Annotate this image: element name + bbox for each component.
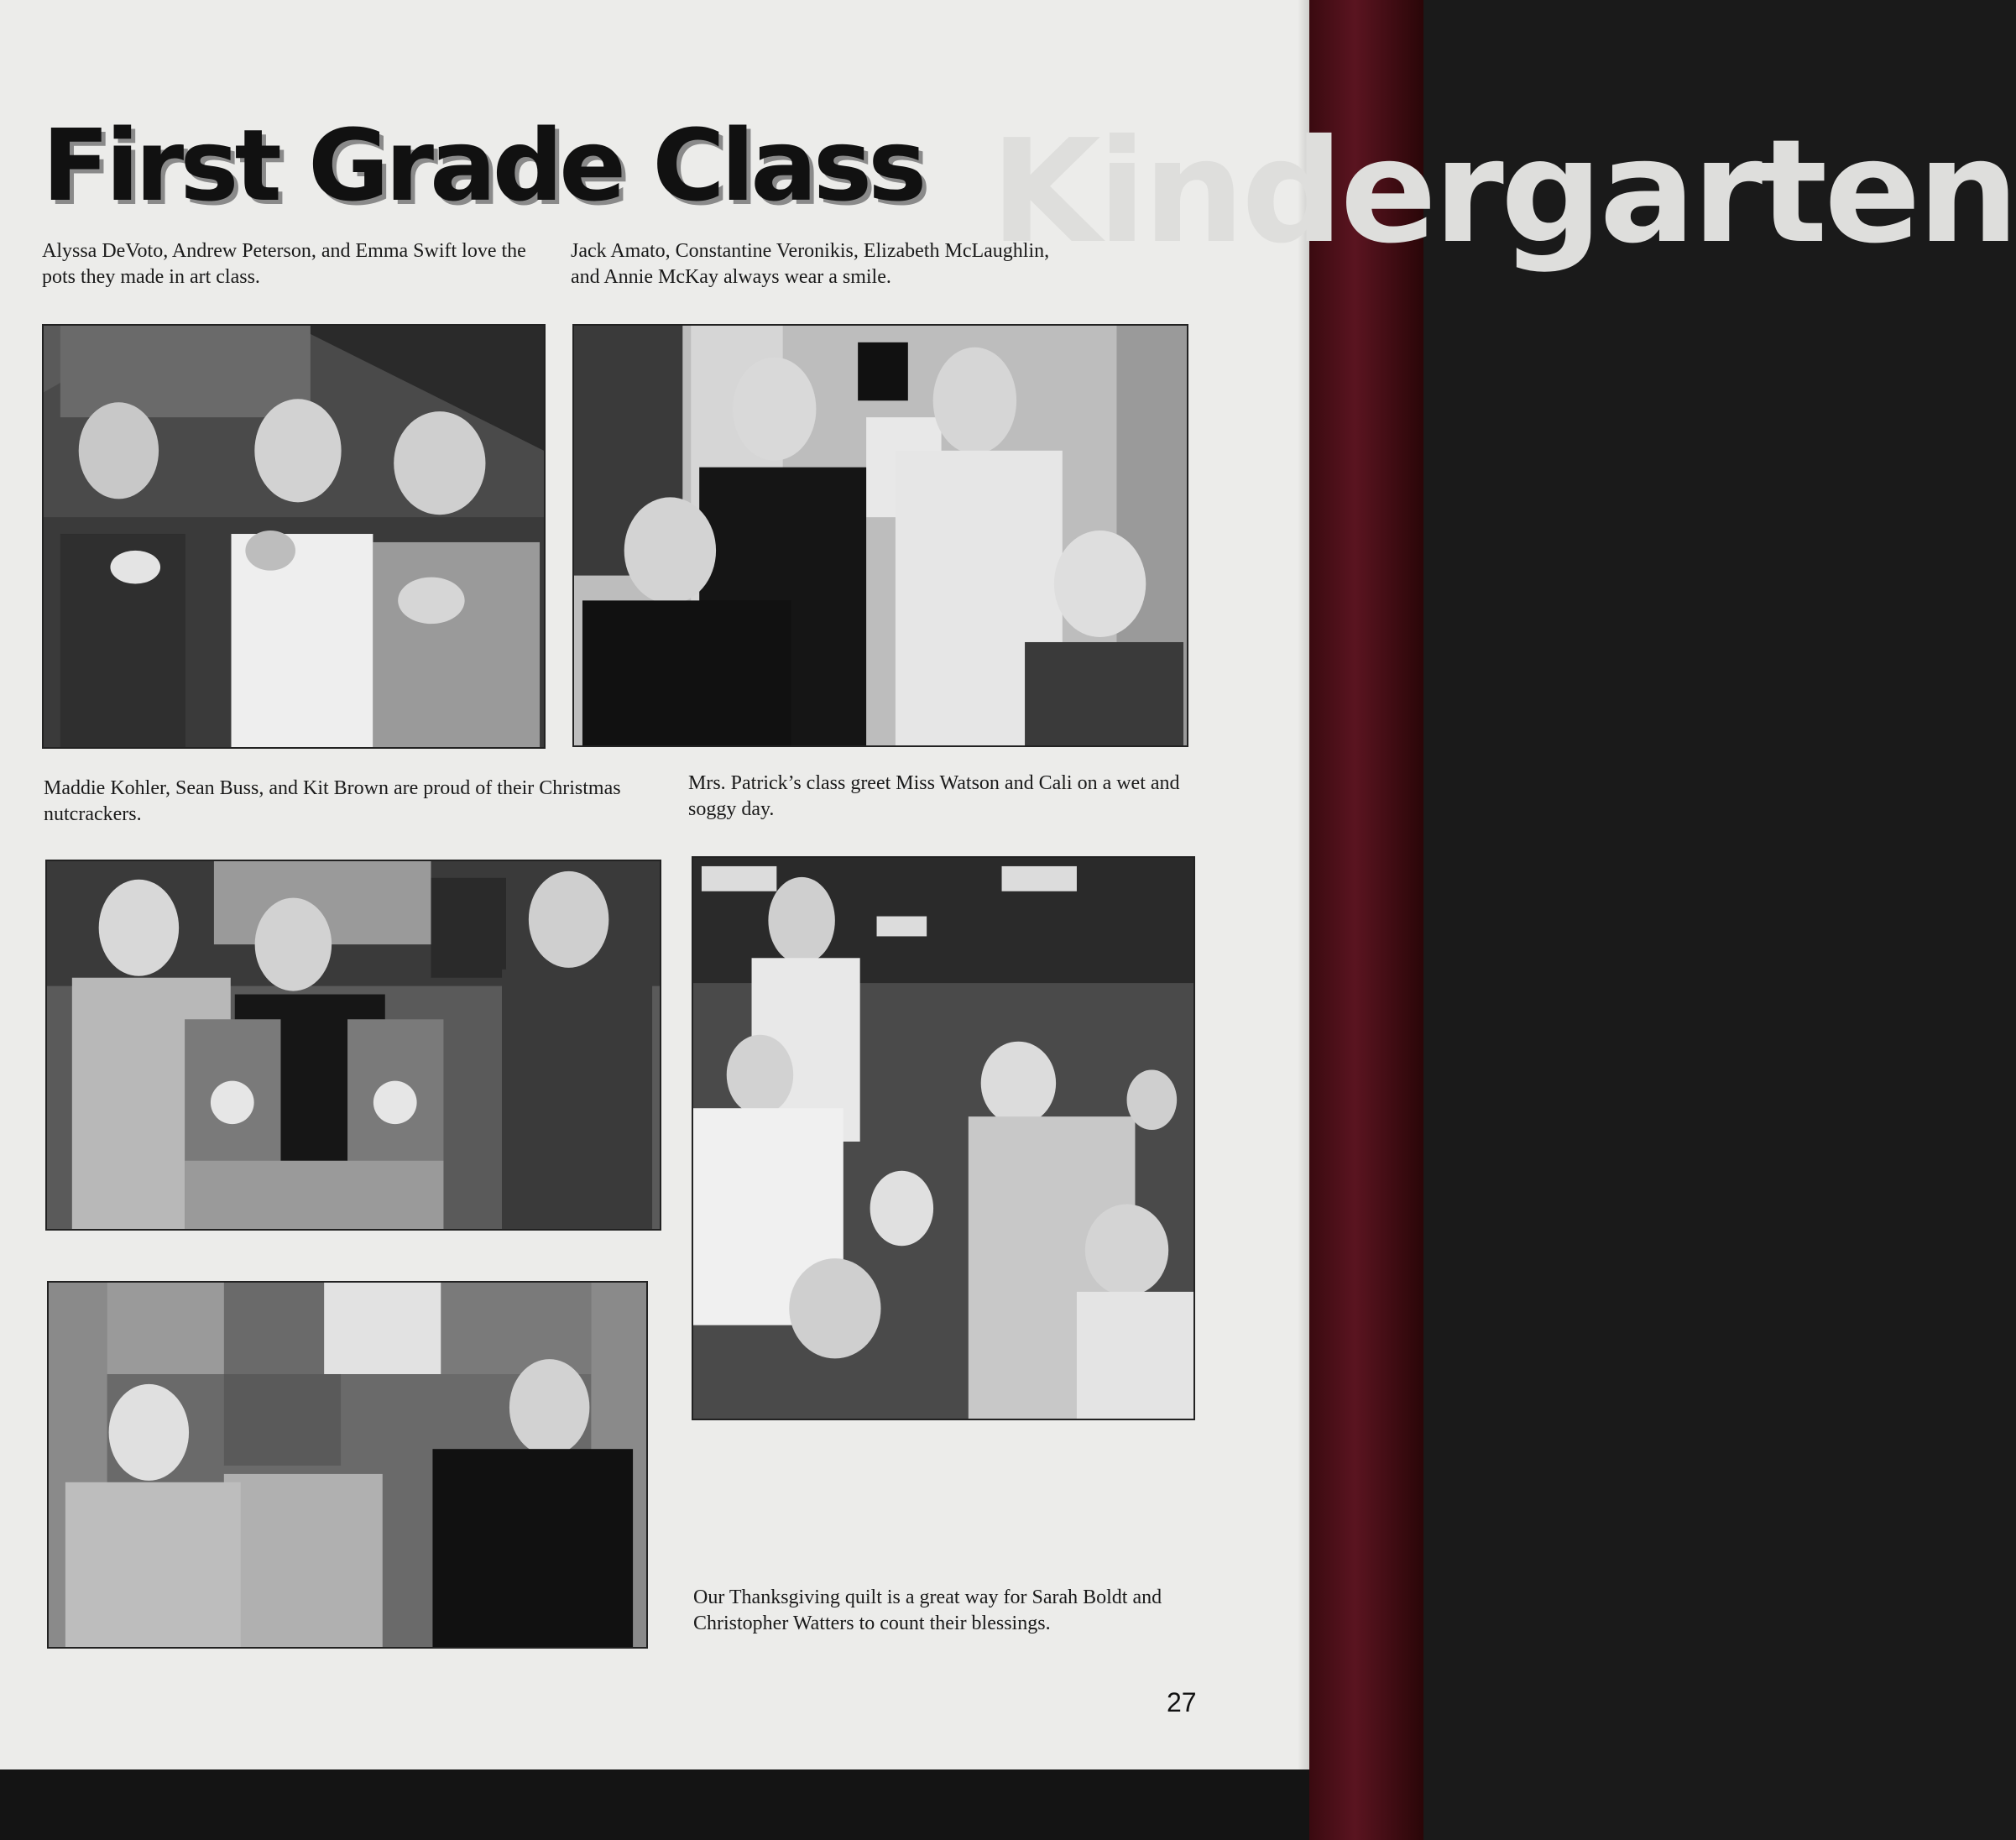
photo-quilt	[47, 1281, 648, 1649]
photo-smile	[572, 324, 1188, 747]
photo-rainy-day	[692, 856, 1195, 1420]
page-number: 27	[1167, 1687, 1197, 1717]
bleed-through-title: Kindergarten	[990, 109, 2016, 275]
caption-smile: Jack Amato, Constantine Veronikis, Elizabeth McLaughlin, and Annie McKay always wear a smile.	[571, 240, 1050, 288]
caption-rainy-day: Mrs. Patrick’s class greet Miss Watson and Cali on a wet and soggy day.	[688, 772, 1180, 820]
page-title: First Grade Class	[42, 107, 923, 223]
photo-nutcrackers	[45, 860, 661, 1231]
book-spine	[1309, 0, 1423, 1840]
caption-quilt: Our Thanksgiving quilt is a great way for Sarah Boldt and Christopher Watters to count their blessings.	[693, 1586, 1162, 1634]
caption-art-pots: Alyssa DeVoto, Andrew Peterson, and Emma Swift love the pots they made in art class.	[42, 240, 526, 288]
bottom-shadow	[0, 1769, 1309, 1840]
photo-art-pots	[42, 324, 546, 749]
caption-nutcrackers: Maddie Kohler, Sean Buss, and Kit Brown are proud of their Christmas nutcrackers.	[44, 777, 621, 825]
